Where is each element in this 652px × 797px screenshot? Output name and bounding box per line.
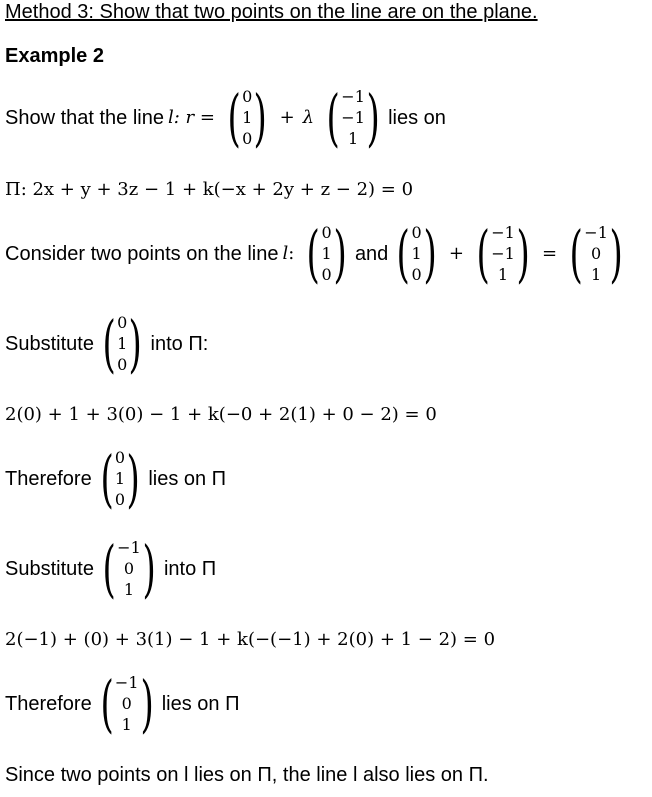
therefore-row-1	[5, 441, 227, 515]
vector-a: ( 0 1 0 )	[227, 80, 268, 154]
substitute-label: Substitute	[5, 332, 94, 355]
line-eq-part: : r =	[173, 106, 215, 128]
lies-on-pi-label-2: lies on Π	[161, 692, 240, 715]
plus-sign: +	[279, 106, 295, 128]
substitution-equation-1: 2(0) + 1 + 3(0) − 1 + k(−0 + 2(1) + 0 − 2) = 0	[5, 404, 437, 425]
therefore-vector-1: ( 0 1 0 )	[100, 441, 140, 515]
lies-on-pi-label: lies on Π	[148, 467, 227, 490]
show-prefix: Show that the line	[5, 106, 164, 129]
point-two-base-vector: ( 0 1 0 )	[396, 216, 437, 290]
substitute-label-2: Substitute	[5, 557, 94, 580]
line-name-2: l	[282, 242, 289, 264]
lambda: λ	[302, 106, 315, 128]
therefore-row-2	[5, 666, 240, 740]
substitute-vector-2: ( −1 0 1 )	[102, 531, 156, 605]
substitute-row-2	[5, 531, 217, 605]
plane-equation: Π: 2x + y + 3z − 1 + k(−x + 2y + z − 2) = 0	[5, 179, 414, 200]
substitution-equation-2: 2(−1) + (0) + 3(1) − 1 + k(−(−1) + 2(0) + 1 − 2) = 0	[5, 629, 496, 650]
line-equation-row	[5, 80, 446, 154]
substitute-row-1	[5, 306, 209, 380]
point-one-vector: ( 0 1 0 )	[306, 216, 347, 290]
therefore-label: Therefore	[5, 467, 92, 490]
therefore-vector-2: ( −1 0 1 )	[100, 666, 154, 740]
direction-vector: ( −1 −1 1 )	[476, 216, 530, 290]
and-label: and	[354, 242, 389, 265]
example-heading: Example 2	[5, 45, 104, 67]
consider-prefix: Consider two points on the line	[5, 242, 279, 265]
therefore-label-2: Therefore	[5, 692, 92, 715]
into-pi-label-2: into Π	[163, 557, 217, 580]
line-name: l	[168, 106, 174, 128]
lies-on-label: lies on	[388, 106, 446, 129]
into-pi-label: into Π:	[150, 332, 209, 355]
substitute-vector-1: ( 0 1 0 )	[102, 306, 143, 380]
method-title: Method 3: Show that two points on the line are on the plane.	[5, 1, 538, 23]
vector-b: ( −1 −1 1 )	[326, 80, 380, 154]
point-two-vector: ( −1 0 1 )	[569, 216, 623, 290]
consider-points-row: Consider two points on the line l : ( 0 1 0 ) and ( 0 1 0 ) + ( −1 −1 1 ) = ( −1 0 1 )	[5, 222, 631, 285]
conclusion: Since two points on l lies on Π, the line l also lies on Π.	[5, 764, 489, 786]
